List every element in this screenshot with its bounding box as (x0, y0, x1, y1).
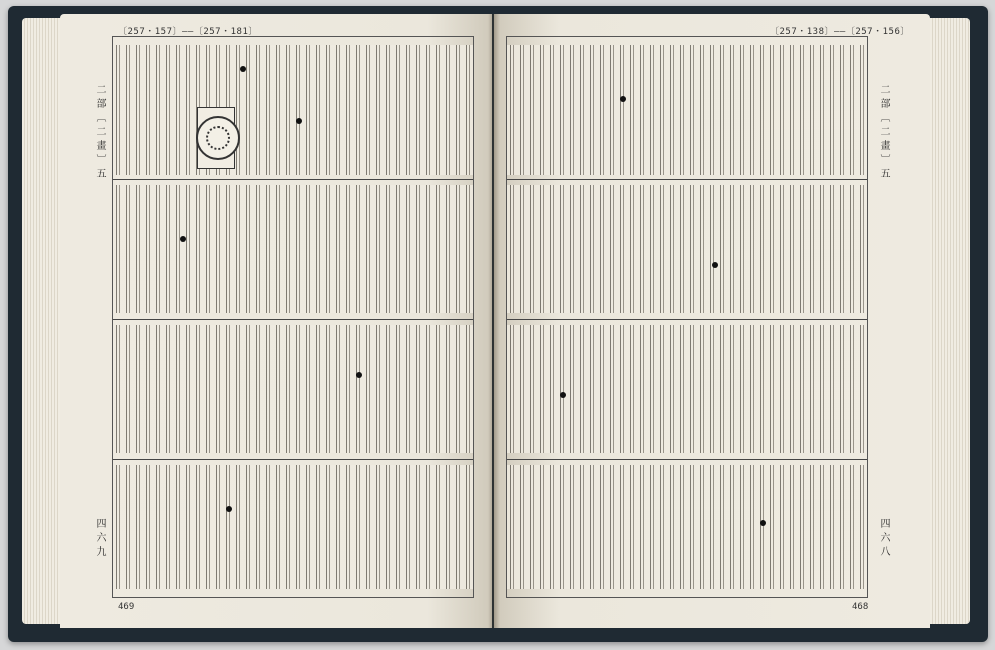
left-text-block (112, 36, 474, 598)
right-folio-kanji: 四六八 (878, 518, 889, 560)
left-section-label: 二部〔二畫〕五 (94, 84, 105, 182)
right-row-divider-1 (507, 179, 867, 180)
right-page-header: 〔257・138〕——〔257・156〕 (770, 27, 910, 37)
entry-marker (760, 520, 766, 526)
right-text-row-2 (507, 185, 867, 313)
right-section-label: 二部〔二畫〕五 (878, 84, 889, 182)
entry-marker (240, 66, 246, 72)
left-text-row-4 (113, 465, 473, 589)
left-row-divider-1 (113, 179, 473, 180)
entry-marker (356, 372, 362, 378)
seal-illustration (196, 116, 240, 160)
left-text-row-2 (113, 185, 473, 313)
entry-marker (620, 96, 626, 102)
page-edges-left (22, 18, 62, 624)
entry-marker (180, 236, 186, 242)
left-row-divider-3 (113, 459, 473, 460)
entry-marker (712, 262, 718, 268)
left-page-header: 〔257・157〕——〔257・181〕 (118, 27, 258, 37)
right-page-number: 468 (852, 602, 869, 612)
left-row-divider-2 (113, 319, 473, 320)
left-text-row-3 (113, 325, 473, 453)
left-folio-kanji: 四六九 (94, 518, 105, 560)
left-text-row-1 (113, 45, 473, 175)
right-text-block (506, 36, 868, 598)
right-text-row-1 (507, 45, 867, 175)
entry-marker (560, 392, 566, 398)
entry-marker (296, 118, 302, 124)
right-row-divider-2 (507, 319, 867, 320)
right-text-row-4 (507, 465, 867, 589)
left-page-number: 469 (118, 602, 135, 612)
right-row-divider-3 (507, 459, 867, 460)
right-text-row-3 (507, 325, 867, 453)
book-gutter (488, 14, 500, 628)
entry-marker (226, 506, 232, 512)
page-edges-right (930, 18, 970, 624)
